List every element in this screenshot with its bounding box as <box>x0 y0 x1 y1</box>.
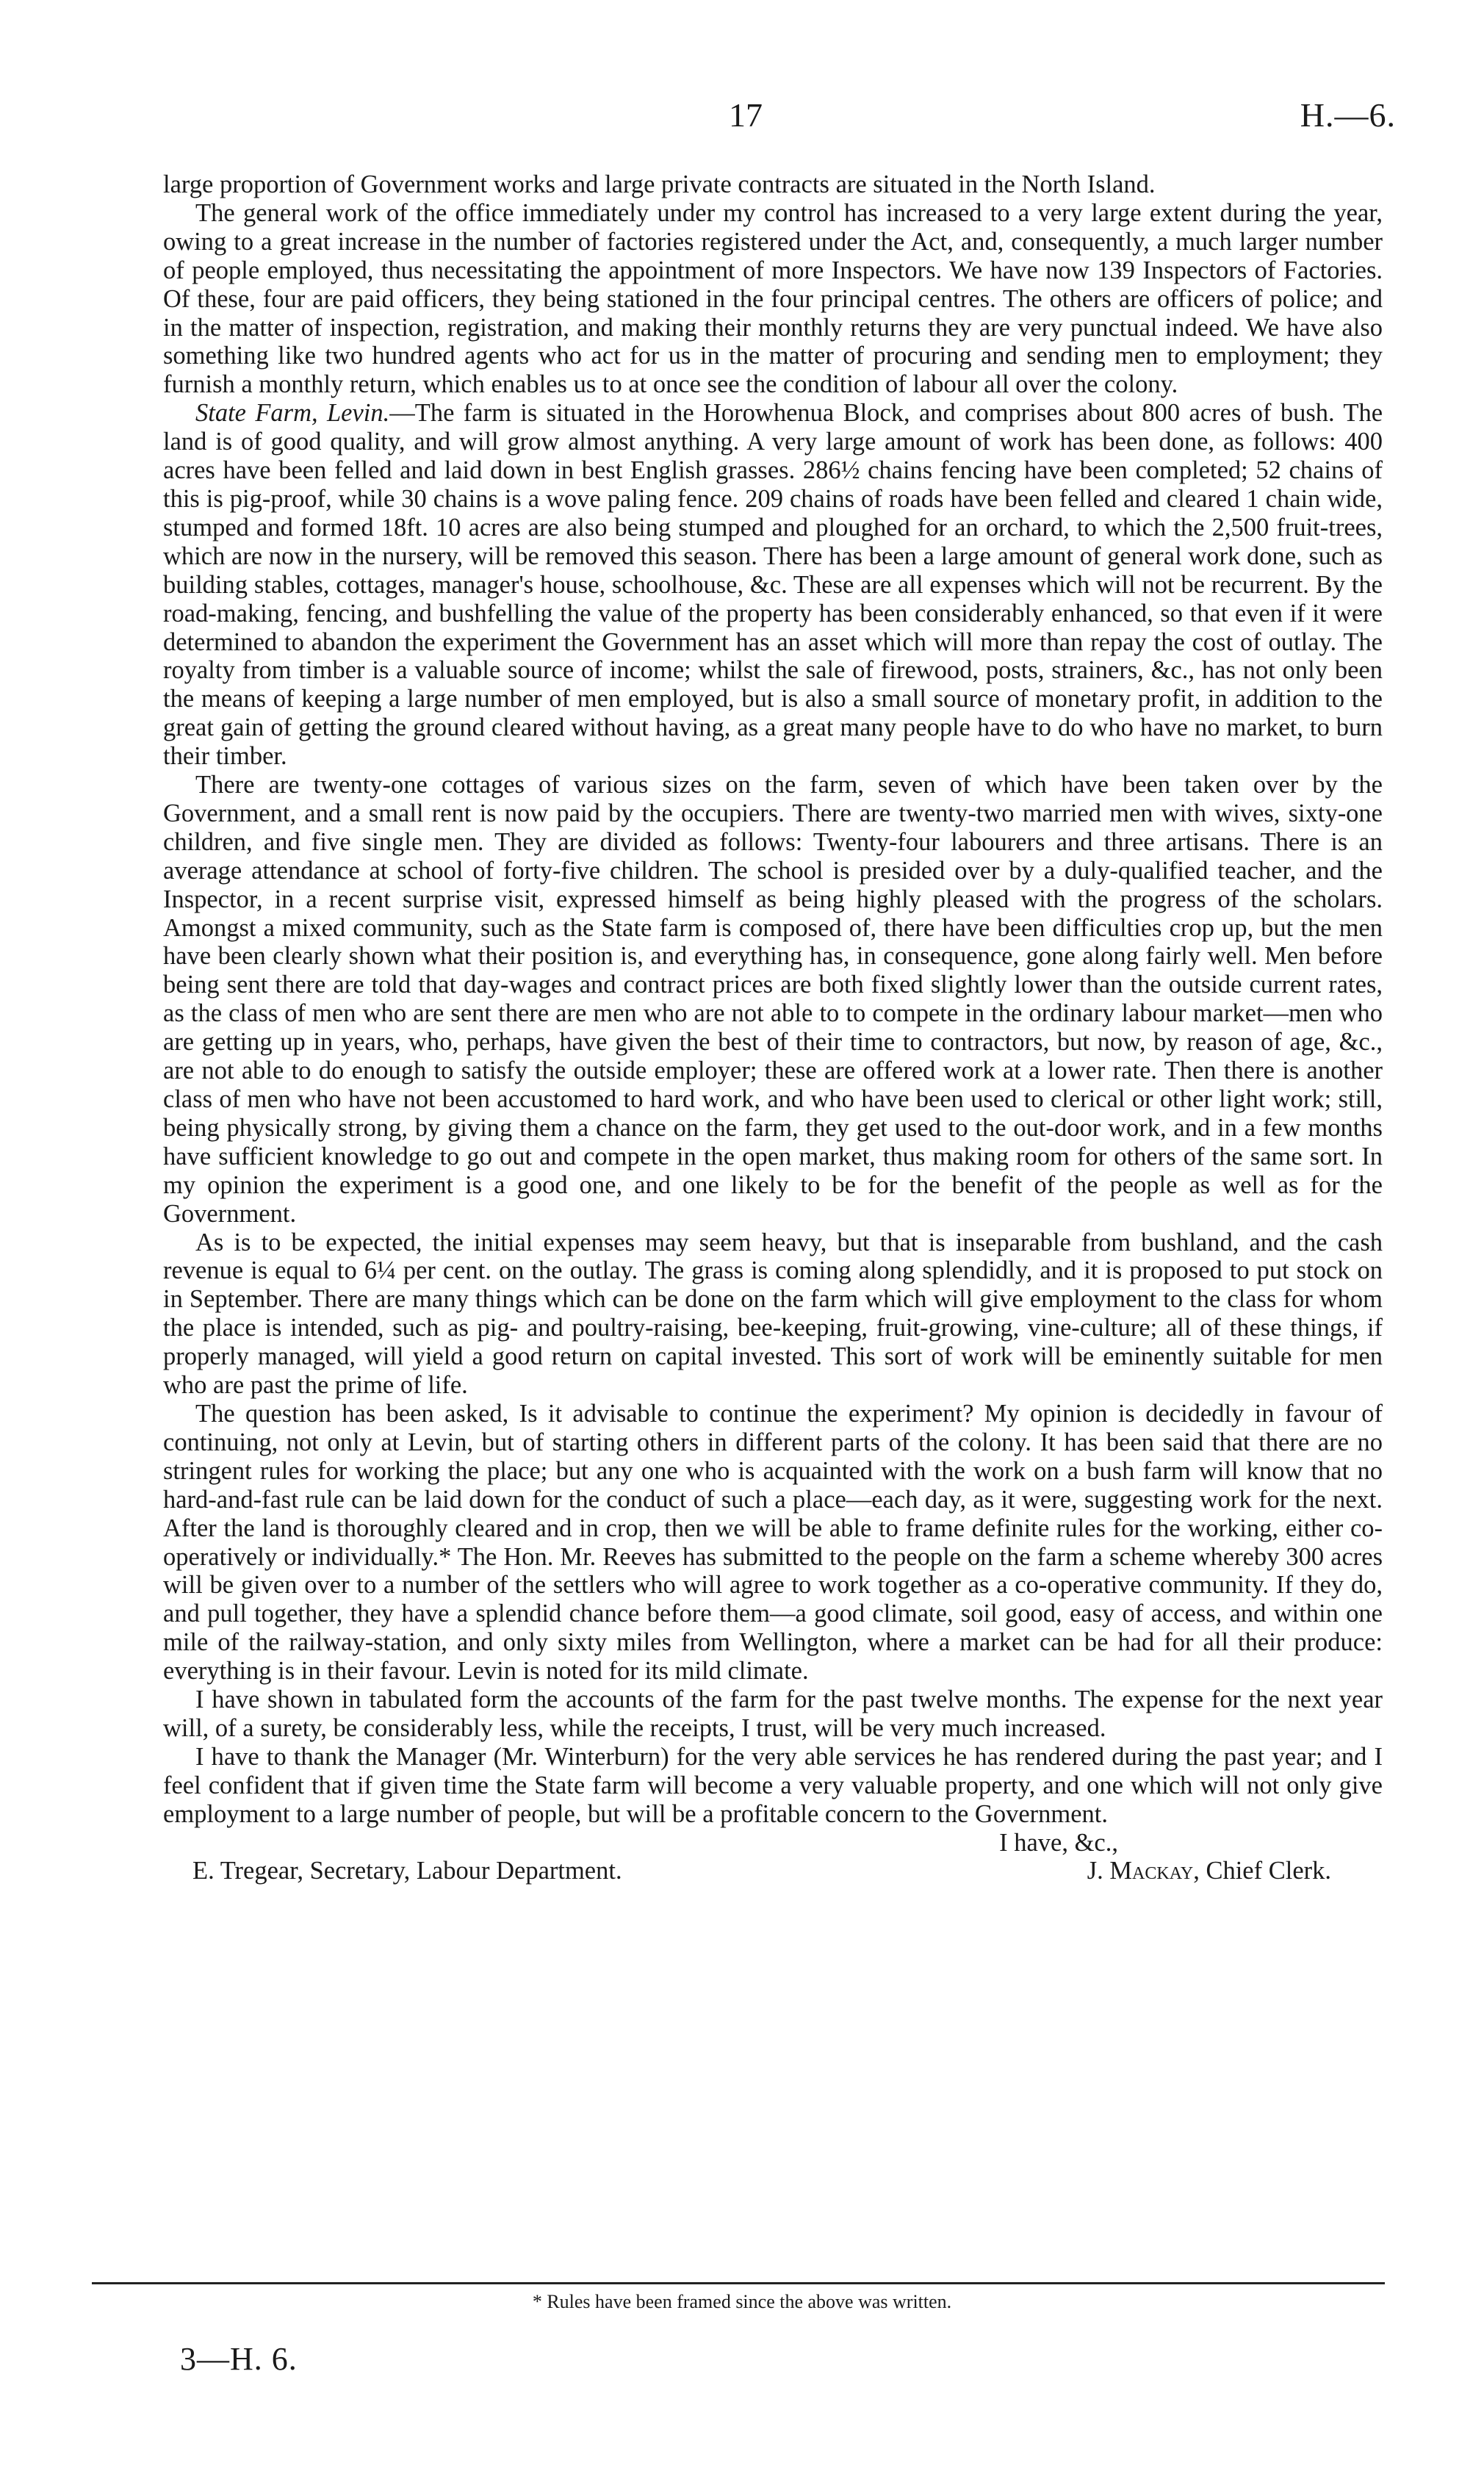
paragraph-accounts: I have shown in tabulated form the accounts of the farm for the past twelve months. The expense for the next year will, of a surety, be considerably less, while the receipts, I trust, will be very much increased. <box>163 1686 1383 1742</box>
signatory <box>1087 1857 1331 1885</box>
valediction-row <box>163 1829 1383 1857</box>
state-farm-text: —The farm is situated in the Horowhenua Block, and comprises about 800 acres of bush. The land is of good quality, and will grow almost anything. A very large amount of work has been done, as follows: 400 acres have been felled and laid down in best English grasses. 286½ chains fencing have been completed; 52 chains of this is pig-proof, while 30 chains is a wove paling fence. 209 chains of roads have been felled and cleared 1 chain wide, stumped and formed 18ft. 10 acres are also being stumped and ploughed for an orchard, to which the 2,500 fruit-trees, which are now in the nursery, will be removed this season. There has been a large amount of general work done, such as building stables, cottages, manager's house, schoolhouse, &c. These are all expenses which will not be recurrent. By the road-making, fencing, and bushfelling the value of the property has been considerably enhanced, so that even if it were determined to abandon the experiment the Government has an asset which will more than repay the cost of outlay. The royalty from timber is a valuable source of income; whilst the sale of firewood, posts, strainers, &c., has not only been the means of keeping a large number of men employed, but is also a small source of monetary profit, in addition to the great gain of getting the ground cleared without having, as a great many people have to do who have no market, to burn their timber. <box>163 399 1383 771</box>
signature-row <box>163 1857 1383 1885</box>
paragraph-thanks: I have to thank the Manager (Mr. Winterburn) for the very able services he has rendered during the past year; and I feel confident that if given time the State farm will become a very valuable property, and one which will not only give employment to a large number of people, but will be a profitable concern to the Government. <box>163 1742 1383 1828</box>
page-number: 17 <box>729 96 763 134</box>
footnote-divider <box>92 2282 1385 2284</box>
paragraph-state-farm <box>163 399 1383 771</box>
paragraph-cottages: There are twenty-one cottages of various sizes on the farm, seven of which have been taken over by the Government, and a small rent is now paid by the occupiers. There are twenty-two married men with wives, sixty-one children, and five single men. They are divided as follows: Twenty-four labourers and three artisans. There is an average attendance at school of forty-five children. The school is presided over by a duly-qualified teacher, and the Inspector, in a recent surprise visit, expressed himself as being highly pleased with the progress of the scholars. Amongst a mixed community, such as the State farm is composed of, there have been difficulties crop up, but the men have been clearly shown what their position is, and everything has, in consequence, gone along fairly well. Men before being sent there are told that day-wages and contract prices are both fixed slightly lower than the outside current rates, as the class of men who are sent there are men who are not able to to compete in the ordinary labour market—men who are getting up in years, who, perhaps, have given the best of their time to contractors, but now, by reason of age, &c., are not able to do enough to satisfy the outside employer; these are offered work at a lower rate. Then there is another class of men who have not been accustomed to hard work, and who have been used to clerical or other light work; still, being physically strong, by giving them a chance on the farm, they get used to the out-door work, and in a few months have sufficient knowledge to go out and compete in the open market, thus making room for others of the same sort. In my opinion the experiment is a good one, and one likely to be for the benefit of the people as well as for the Government. <box>163 771 1383 1228</box>
section-heading-state-farm: State Farm, Levin. <box>195 399 390 428</box>
paragraph-expenses: As is to be expected, the initial expenses may seem heavy, but that is inseparable from bushland, and the cash revenue is equal to 6¼ per cent. on the outlay. The grass is coming along splendidly, and it is proposed to put stock on in September. There are many things which can be done on the farm which will give employment to the class for whom the place is intended, such as pig- and poultry-raising, bee-keeping, fruit-growing, vine-culture; all of these things, if properly managed, will yield a good return on capital invested. This sort of work will be eminently suitable for men who are past the prime of life. <box>163 1228 1383 1400</box>
valediction: I have, &c., <box>999 1828 1118 1857</box>
body-text <box>163 170 1383 1885</box>
page-header <box>96 96 1396 147</box>
paragraph-office-work: The general work of the office immediately under my control has increased to a very large extent during the year, owing to a great increase in the number of factories registered under the Act, and, consequently, a much larger number of people employed, thus necessitating the appointment of more Inspectors. We have now 139 Inspectors of Factories. Of these, four are paid officers, they being stationed in the four principal centres. The others are officers of police; and in the matter of inspection, registration, and making their monthly returns they are very punctual indeed. We have also something like two hundred agents who act for us in the matter of procuring and sending men to employment; they furnish a monthly return, which enables us to at once see the condition of labour all over the colony. <box>163 198 1383 399</box>
addressee: E. Tregear, Secretary, Labour Department. <box>192 1857 622 1885</box>
signatory-title: , Chief Clerk. <box>1193 1857 1331 1885</box>
document-reference: H.—6. <box>1300 96 1396 134</box>
paragraph-experiment: The question has been asked, Is it advisable to continue the experiment? My opinion is decidedly in favour of continuing, not only at Levin, but of starting others in different parts of the colony. It has been said that there are no stringent rules for working the place; but any one who is acquainted with the work on a bush farm will know that no hard-and-fast rule can be laid down for the conduct of such a place—each day, as it were, suggesting work for the next. After the land is thoroughly cleared and in crop, then we will be able to frame definite rules for the working, either co-operatively or individually.* The Hon. Mr. Reeves has submitted to the people on the farm a scheme whereby 300 acres will be given over to a number of the settlers who will agree to work together as a co-operative community. If they do, and pull together, they have a splendid chance before them—a good climate, soil good, easy of access, and within one mile of the railway-station, and only sixty miles from Wellington, where a market can be had for all their produce: everything is in their favour. Levin is noted for its mild climate. <box>163 1399 1383 1686</box>
footnote: * Rules have been framed since the above was written. <box>532 2291 952 2312</box>
paragraph-continuation: large proportion of Government works and large private contracts are situated in the North Island. <box>163 170 1156 198</box>
signatory-name: J. Mackay <box>1087 1857 1194 1885</box>
signature-reference: 3—H. 6. <box>180 2341 298 2377</box>
